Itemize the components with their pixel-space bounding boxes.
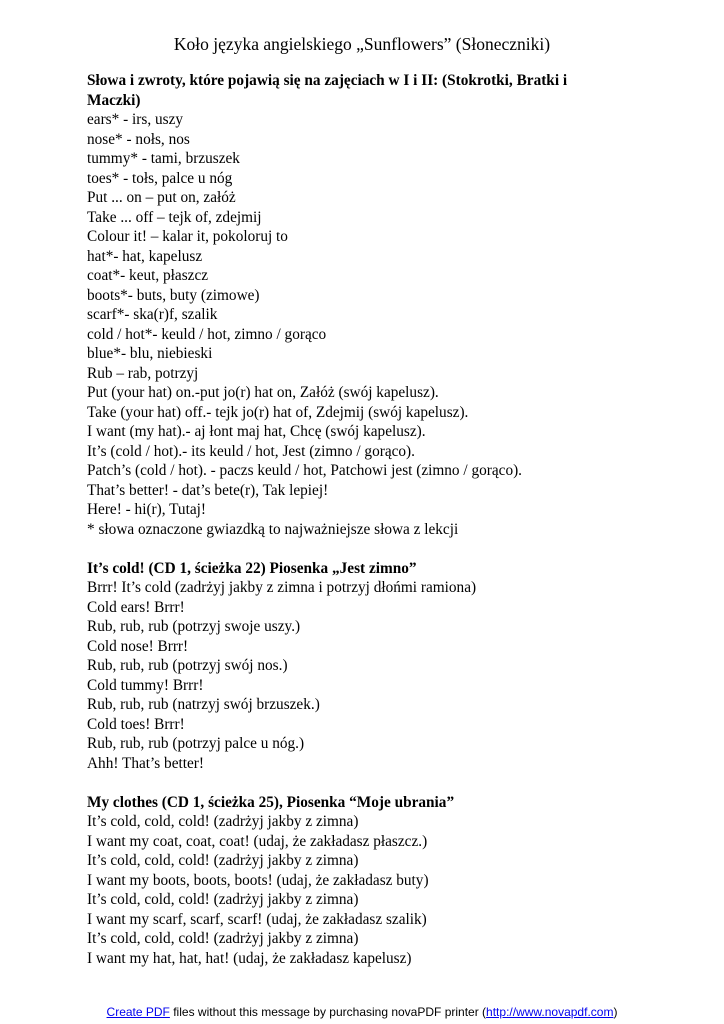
lyric-line: I want my boots, boots, boots! (udaj, że zakładasz buty) [87,871,429,889]
lyric-line: I want my hat, hat, hat! (udaj, że zakładasz kapelusz) [87,949,412,967]
vocabulary-item: Rub – rab, potrzyj [87,364,199,382]
lyric-line: It’s cold, cold, cold! (zadrżyj jakby z zimna) [87,930,359,947]
vocabulary-list [87,110,647,539]
vocabulary-item: blue*- blu, niebieski [87,345,213,362]
vocabulary-item: Here! - hi(r), Tutaj! [87,501,206,518]
pdf-footer [0,1005,724,1019]
vocabulary-item: toes* - tołs, palce u nóg [87,169,233,187]
vocabulary-item: * słowa oznaczone gwiazdką to najważniejsze słowa z lekcji [87,520,459,538]
document-body [87,71,647,968]
lyric-line: Rub, rub, rub (natrzyj swój brzuszek.) [87,696,320,713]
vocabulary-item: Patch’s (cold / hot). - paczs keuld / hot, Patchowi jest (zimno / gorąco). [87,462,523,479]
song1-lyrics [87,578,647,773]
vocabulary-item: tummy* - tami, brzuszek [87,150,240,167]
lyric-line: Cold tummy! Brrr! [87,676,204,694]
vocabulary-item: cold / hot*- keuld / hot, zimno / gorąco [87,325,327,343]
vocabulary-item: Take ... off – tejk of, zdejmij [87,208,262,226]
lyric-line: It’s cold, cold, cold! (zadrżyj jakby z zimna) [87,813,359,830]
lyric-line: I want my scarf, scarf, scarf! (udaj, że zakładasz szalik) [87,910,427,928]
lyric-line: Rub, rub, rub (potrzyj swój nos.) [87,657,288,674]
song2-lyrics [87,812,647,968]
lyric-line: Ahh! That’s better! [87,754,204,772]
vocabulary-item: Put ... on – put on, załóż [87,189,236,206]
lyric-line: It’s cold, cold, cold! (zadrżyj jakby z zimna) [87,852,359,869]
lyric-line: I want my coat, coat, coat! (udaj, że zakładasz płaszcz.) [87,832,428,850]
vocabulary-heading-line-1: Słowa i zwroty, które pojawią się na zajęciach w I i II: (Stokrotki, Bratki i [87,72,568,89]
lyric-line: Rub, rub, rub (potrzyj swoje uszy.) [87,618,301,635]
vocabulary-item: I want (my hat).- aj łont maj hat, Chcę (swój kapelusz). [87,423,426,440]
page-title: Koło języka angielskiego „Sunflowers” (Słoneczniki) [173,34,551,54]
lyric-line: Cold ears! Brrr! [87,598,185,616]
vocabulary-item: nose* - nołs, nos [87,130,190,148]
vocabulary-item: Take (your hat) off.- tejk jo(r) hat of, Zdejmij (swój kapelusz). [87,403,469,421]
song2-heading: My clothes (CD 1, ścieżka 25), Piosenka “Moje ubrania” [87,793,455,811]
lyric-line: It’s cold, cold, cold! (zadrżyj jakby z zimna) [87,891,359,908]
vocabulary-item: boots*- buts, buty (zimowe) [87,286,260,304]
create-pdf-link[interactable]: Create PDF [106,1005,170,1019]
vocabulary-item: scarf*- ska(r)f, szalik [87,306,218,323]
vocabulary-item: That’s better! - dat’s bete(r), Tak lepiej! [87,481,329,499]
vocabulary-item: It’s (cold / hot).- its keuld / hot, Jest (zimno / gorąco). [87,442,415,460]
song1-heading: It’s cold! (CD 1, ścieżka 22) Piosenka „Jest zimno” [87,559,417,577]
footer-text-end: ) [613,1005,618,1019]
vocabulary-item: ears* - irs, uszy [87,111,184,128]
vocabulary-item: Colour it! – kalar it, pokoloruj to [87,228,288,245]
lyric-line: Brrr! It’s cold (zadrżyj jakby z zimna i potrzyj dłońmi ramiona) [87,579,477,596]
lyric-line: Cold toes! Brrr! [87,715,185,733]
vocabulary-item: Put (your hat) on.-put jo(r) hat on, Załóż (swój kapelusz). [87,384,439,401]
vocabulary-heading-line-2: Maczki) [87,91,141,109]
lyric-line: Rub, rub, rub (potrzyj palce u nóg.) [87,735,305,752]
novapdf-link[interactable]: http://www.novapdf.com [486,1005,614,1019]
vocabulary-item: coat*- keut, płaszcz [87,267,209,284]
vocabulary-heading [87,71,647,110]
footer-text: files without this message by purchasing novaPDF printer ( [169,1005,487,1019]
lyric-line: Cold nose! Brrr! [87,637,189,655]
vocabulary-item: hat*- hat, kapelusz [87,247,203,265]
